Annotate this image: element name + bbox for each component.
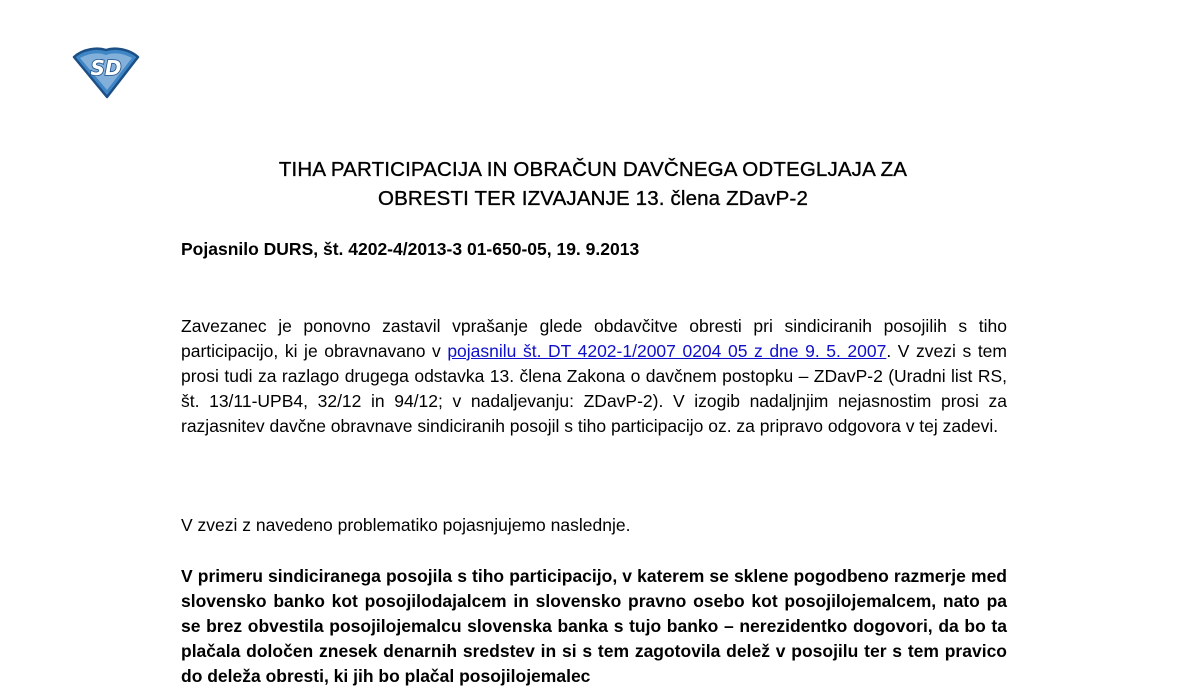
logo-text: SD	[90, 56, 122, 80]
title-line-2: OBRESTI TER IZVAJANJE 13. člena ZDavP-2	[377, 187, 809, 210]
paragraph-intro	[181, 314, 1007, 439]
document-reference: Pojasnilo DURS, št. 4202-4/2013-3 01-650-05, 19. 9.2013	[181, 239, 640, 259]
title-line-1: TIHA PARTICIPACIJA IN OBRAČUN DAVČNEGA ODTEGLJAJA ZA	[278, 158, 908, 181]
sd-logo-icon	[71, 45, 141, 99]
document-title	[150, 155, 1036, 213]
paragraph-bold-explanation: V primeru sindiciranega posojila s tiho participacijo, v katerem se sklene pogodbeno razmerje med slovensko banko kot posojilodajalcem in slovensko pravno osebo kot posojilojemalcem, nato pa se brez obvestila posojilojemalcu slovenska banka s tujo banko – nerezidentko dogovori, da bo ta plačala določen znesek denarnih sredstev in si s tem zagotovila delež v posojilu ter s tem pravico do deleža obresti, ki jih bo plačal posojilojemalec	[181, 566, 1007, 686]
paragraph-intro-text-end: . V zvezi s tem prosi tudi za razlago drugega odstavka 13. člena Zakona o davčnem postopku – ZDavP-2 (Uradni list RS, št. 13/11-UPB4, 32/12 in 94/12; v nadaljevanju: ZDavP-2). V izogib nadaljnjim nejasnostim prosi za razjasnitev davčne obravnave sindiciranih posojil s tiho participacijo oz. za pripravo odgovora v tej zadevi.	[181, 341, 1007, 436]
paragraph-answer-intro: V zvezi z navedeno problematiko pojasnjujemo naslednje.	[181, 515, 631, 535]
paragraph-intro-text-start: Zavezanec je ponovno zastavil vprašanje glede obdavčitve obresti pri sindiciranih posojilih s tiho participacijo, ki je obravnavano v	[181, 316, 1007, 361]
reference-link[interactable]: pojasnilu št. DT 4202-1/2007 0204 05 z dne 9. 5. 2007	[447, 341, 887, 361]
